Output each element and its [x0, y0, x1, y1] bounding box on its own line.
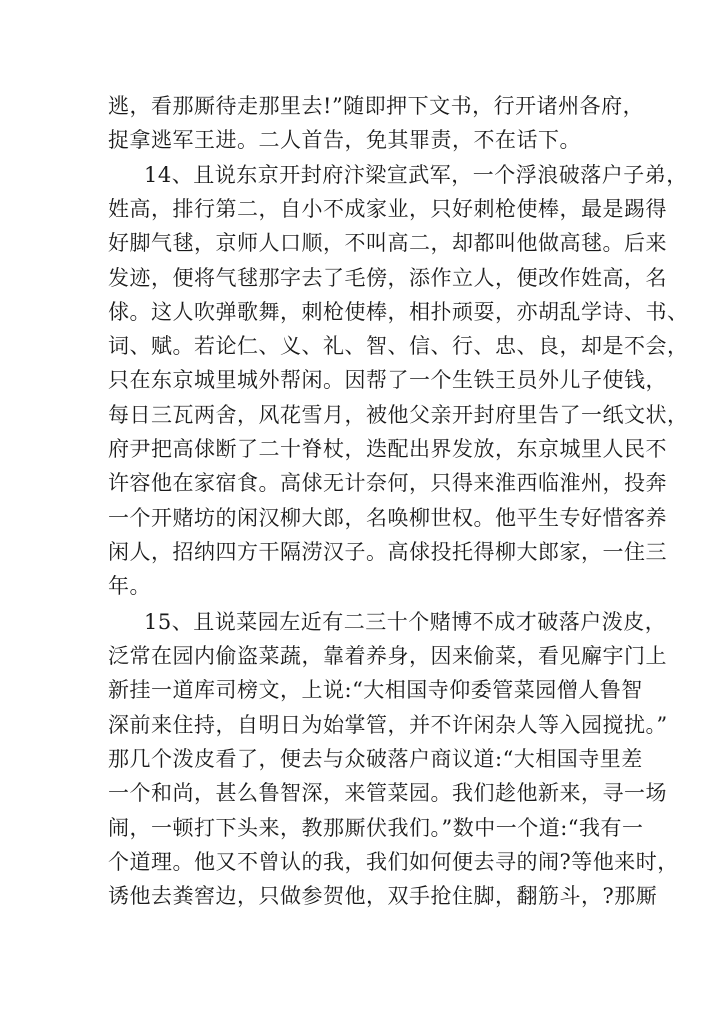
- text-line: 新挂一道库司榜文，上说:“大相国寺仰委管菜园僧人鲁智: [108, 678, 643, 702]
- text-line: 捉拿逃军王进。二人首告，免其罪责，不在话下。: [108, 128, 581, 152]
- paragraph-14-start: 14、且说东京开封府汴梁宣武军，一个浮浪破落户子弟，: [144, 163, 688, 187]
- text-line: 逃，看那厮待走那里去!”随即押下文书，行开诸州各府，: [108, 94, 645, 118]
- text-line: 词、赋。若论仁、义、礼、智、信、行、忠、良，却是不会，: [108, 334, 689, 358]
- text-line: 闹，一顿打下头来，教那厮伏我们。”数中一个道:“我有一: [108, 816, 644, 840]
- text-line: 每日三瓦两舍，风花雪月，被他父亲开封府里告了一纸文状，: [108, 403, 689, 427]
- text-line: 那几个泼皮看了，便去与众破落户商议道:“大相国寺里差: [108, 747, 643, 771]
- text-line: 泛常在园内偷盗菜蔬，靠着养身，因来偷菜，看见廨宇门上: [108, 644, 667, 668]
- text-line: 诱他去粪窖边，只做参贺他，双手抢住脚，翻筋斗，?那厮: [108, 884, 658, 908]
- text-line: 许容他在家宿食。高俅无计奈何，只得来淮西临淮州，投奔: [108, 471, 667, 495]
- text-line: 发迹，便将气毬那字去了毛傍，添作立人，便改作姓高，名: [108, 266, 667, 290]
- text-line: 姓高，排行第二，自小不成家业，只好刺枪使棒，最是踢得: [108, 197, 667, 221]
- text-line: 一个和尚，甚么鲁智深，来管菜园。我们趁他新来，寻一场: [108, 781, 667, 805]
- text-line: 府尹把高俅断了二十脊杖，迭配出界发放，东京城里人民不: [108, 437, 667, 461]
- text-line: 深前来住持，自明日为始掌管，并不许闲杂人等入园搅扰。”: [108, 713, 668, 737]
- text-line: 好脚气毬，京师人口顺，不叫高二，却都叫他做高毬。后来: [108, 231, 667, 255]
- text-line: 闲人，招纳四方干隔涝汉子。高俅投托得柳大郎家，一住三: [108, 540, 667, 564]
- paragraph-15-start: 15、且说菜园左近有二三十个赌博不成才破落户泼皮，: [144, 610, 667, 634]
- text-line: 俅。这人吹弹歌舞，刺枪使棒，相扑顽耍，亦胡乱学诗、书、: [108, 300, 689, 324]
- text-line: 只在东京城里城外帮闲。因帮了一个生铁王员外儿子使钱，: [108, 368, 667, 392]
- text-line: 一个开赌坊的闲汉柳大郎，名唤柳世权。他平生专好惜客养: [108, 506, 667, 530]
- text-line: 年。: [108, 574, 151, 598]
- text-line: 个道理。他又不曾认的我，我们如何便去寻的闹?等他来时，: [108, 850, 679, 874]
